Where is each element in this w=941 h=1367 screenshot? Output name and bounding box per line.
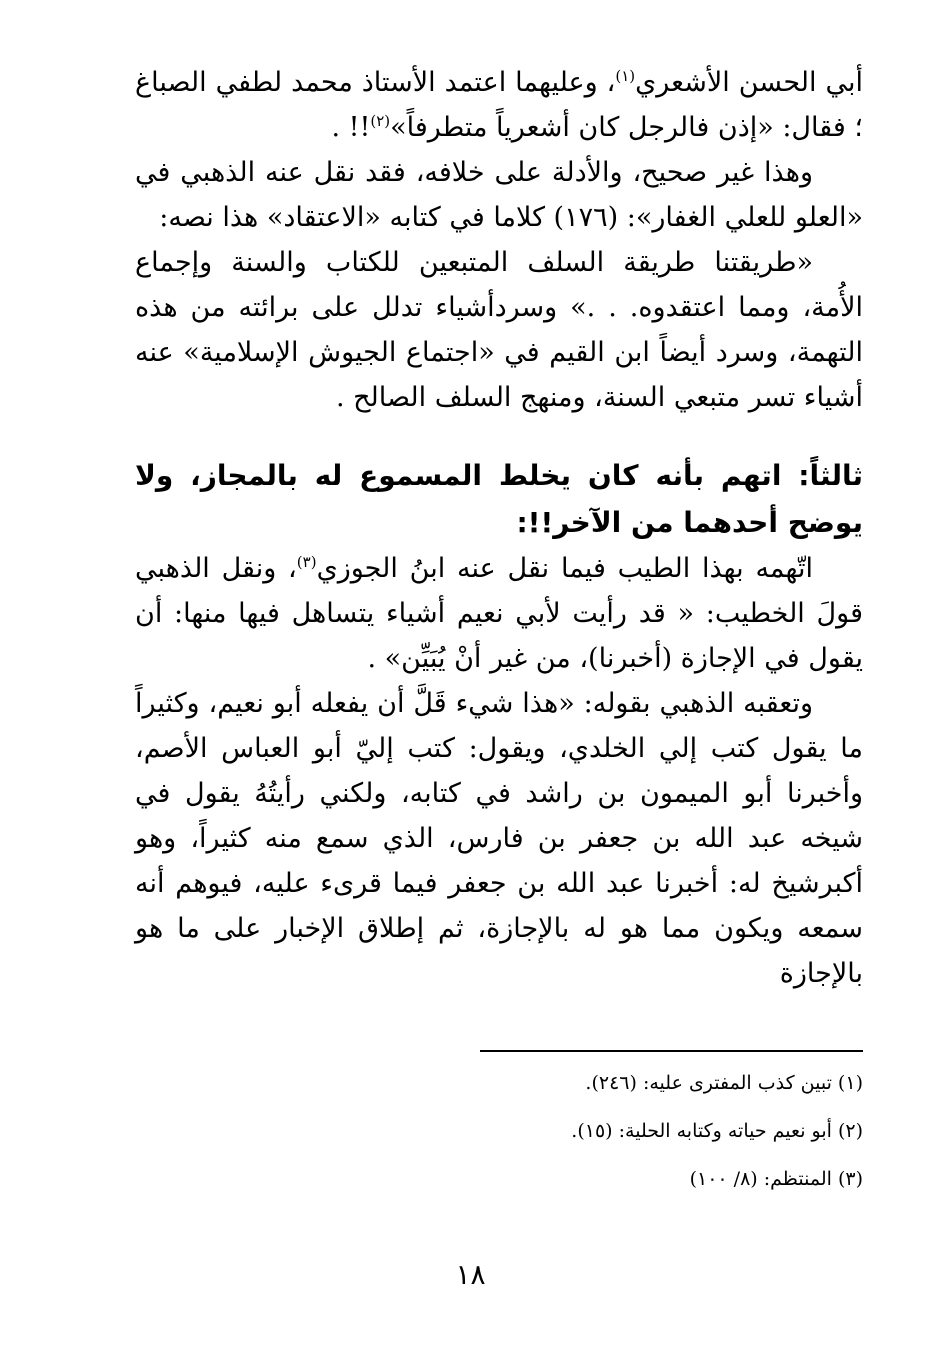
footnotes xyxy=(135,1070,863,1214)
paragraph-1-part-b: ، وعليهما اعتمد الأستاذ محمد لطفي الصباغ ؛ فقال: «إذن فالرجل كان أشعرياً متطرفاً» xyxy=(135,67,863,143)
paragraph-3: «طريقتنا طريقة السلف المتبعين للكتاب والسنة وإجماع الأُمة، ومما اعتقدوه. . .» وسردأشياء تدلل على برائته من هذه التهمة، وسرد أيضاً ابن القيم في «اجتماع الجيوش الإسلامية» عنه أشياء تسر متبعي السنة، ومنهج السلف الصالح . xyxy=(135,247,863,413)
paragraph-5: وتعقبه الذهبي بقوله: «هذا شيء قَلَّ أن يفعله أبو نعيم، وكثيراً ما يقول كتب إلي الخلدي، ويقول: كتب إليّ أبو العباس الأصم، وأخبرنا أبو الميمون بن راشد في كتابه، ولكني رأيتُهُ يقول في شيخه عبد الله بن جعفر بن فارس، الذي سمع منه كثيراً، وهو أكبرشيخ له: أخبرنا عبد الله بن جعفر فيما قرىء عليه، فيوهم أنه سمعه ويكون مما هو له بالإجازة، ثم إطلاق الإخبار على ما هو بالإجازة xyxy=(135,688,863,989)
page-number: ١٨ xyxy=(455,1258,486,1291)
footnote-1: (١) تبين كذب المفترى عليه: (٢٤٦). xyxy=(585,1072,863,1094)
footnote-ref-1: (١) xyxy=(615,67,636,85)
paragraph-1-part-c: !! . xyxy=(331,112,371,143)
paragraph-4-part-b: ، ونقل الذهبي قولَ الخطيب: « قد رأيت لأبي نعيم أشياء يتساهل فيها منها: أن يقول في الإجازة (أخبرنا)، من غير أنْ يُبَيِّن» . xyxy=(135,553,863,674)
paragraph-1 xyxy=(135,60,863,150)
footnote-divider xyxy=(480,1050,863,1052)
paragraph-4 xyxy=(135,546,863,681)
footnote-ref-3: (٣) xyxy=(296,553,317,571)
main-text xyxy=(135,60,863,996)
paragraph-2: وهذا غير صحيح، والأدلة على خلافه، فقد نقل عنه الذهبي في «العلو للعلي الغفار»: (١٧٦) كلاما في كتابه «الاعتقاد» هذا نصه: xyxy=(135,157,863,233)
section-heading: ثالثاً: اتهم بأنه كان يخلط المسموع له بالمجاز، ولا يوضح أحدهما من الآخر!!: xyxy=(135,459,863,539)
footnote-2: (٢) أبو نعيم حياته وكتابه الحلية: (١٥). xyxy=(571,1120,863,1142)
paragraph-4-part-a: اتّهمه بهذا الطيب فيما نقل عنه ابنُ الجوزي xyxy=(316,553,813,584)
footnote-3: (٣) المنتظم: (٨/ ١٠٠) xyxy=(689,1168,863,1190)
paragraph-1-part-a: أبي الحسن الأشعري xyxy=(635,67,863,98)
footnote-ref-2: (٢) xyxy=(370,112,391,130)
